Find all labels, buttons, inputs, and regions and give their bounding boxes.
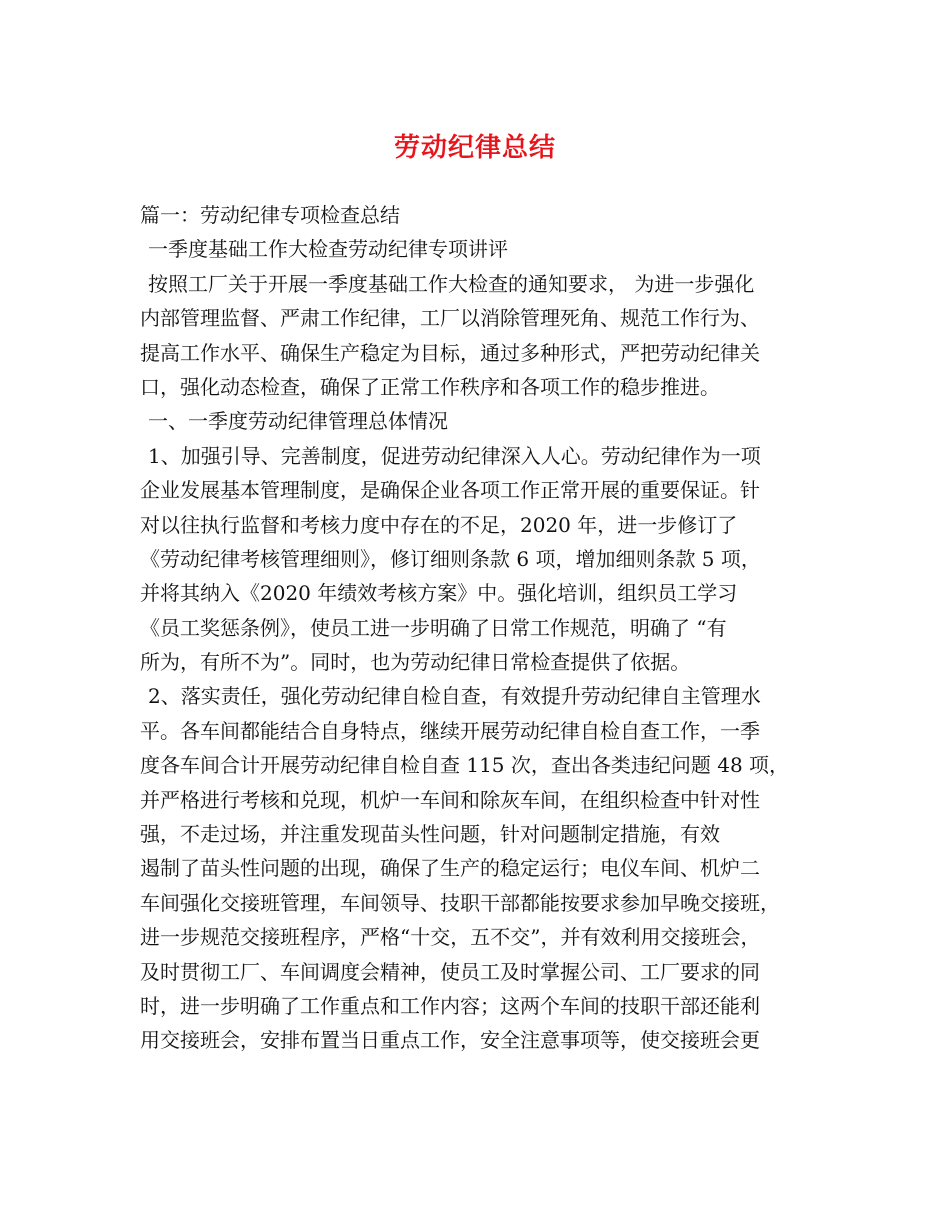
paragraph-line: 口，强化动态检查，确保了正常工作秩序和各项工作的稳步推进。 (140, 374, 720, 399)
paragraph-line: 企业发展基本管理制度，是确保企业各项工作正常开展的重要保证。针 (140, 478, 760, 503)
document-title: 劳动纪律总结 (393, 133, 556, 163)
paragraph-line: 对以往执行监督和考核力度中存在的不足，2020 年，进一步修订了 (140, 512, 738, 537)
paragraph-line: 车间强化交接班管理，车间领导、技职干部都能按要求参加早晚交接班， (140, 890, 780, 915)
paragraph-line: 时，进一步明确了工作重点和工作内容；这两个车间的技职干部还能利 (140, 993, 760, 1018)
section-heading: 篇一：劳动纪律专项检查总结 (140, 203, 400, 227)
paragraph-line: 提高工作水平、确保生产稳定为目标，通过多种形式，严把劳动纪律关 (140, 340, 760, 365)
paragraph-line: 并严格进行考核和兑现，机炉一车间和除灰车间，在组织检查中针对性 (140, 787, 760, 812)
paragraph-line: 及时贯彻工厂、车间调度会精神，使员工及时掌握公司、工厂要求的同 (140, 959, 760, 984)
paragraph-line: 遏制了苗头性问题的出现，确保了生产的稳定运行；电仪车间、机炉二 (140, 856, 760, 881)
paragraph-line: 平。各车间都能结合自身特点，继续开展劳动纪律自检自查工作，一季 (140, 718, 760, 743)
paragraph-line: 并将其纳入《2020 年绩效考核方案》中。强化培训，组织员工学习 (140, 581, 738, 606)
paragraph-line: 《员工奖惩条例》，使员工进一步明确了日常工作规范，明确了 “有 (140, 615, 727, 640)
subsection-heading: 一、一季度劳动纪律管理总体情况 (148, 409, 448, 434)
document-body (140, 198, 830, 1058)
paragraph-line: 按照工厂关于开展一季度基础工作大检查的通知要求， 为进一步强化 (148, 271, 755, 296)
paragraph-line: 2、落实责任，强化劳动纪律自检自查，有效提升劳动纪律自主管理水 (148, 684, 761, 709)
paragraph-line: 所为，有所不为”。同时，也为劳动纪律日常检查提供了依据。 (140, 650, 691, 675)
paragraph-line: 1、加强引导、完善制度，促进劳动纪律深入人心。劳动纪律作为一项 (148, 443, 761, 468)
paragraph-line: 《劳动纪律考核管理细则》，修订细则条款 6 项，增加细则条款 5 项， (140, 546, 761, 571)
paragraph-line: 进一步规范交接班程序，严格“十交，五不交”，并有效利用交接班会， (140, 925, 761, 950)
paragraph-line: 内部管理监督、严肃工作纪律，工厂以消除管理死角、规范工作行为、 (140, 306, 760, 331)
subsection-heading: 一季度基础工作大检查劳动纪律专项讲评 (148, 237, 508, 262)
paragraph-line: 度各车间合计开展劳动纪律自检自查 115 次，查出各类违纪问题 48 项， (140, 753, 790, 778)
paragraph-line: 强，不走过场，并注重发现苗头性问题，针对问题制定措施，有效 (140, 822, 720, 847)
paragraph-line: 用交接班会，安排布置当日重点工作，安全注意事项等，使交接班会更 (140, 1028, 760, 1053)
